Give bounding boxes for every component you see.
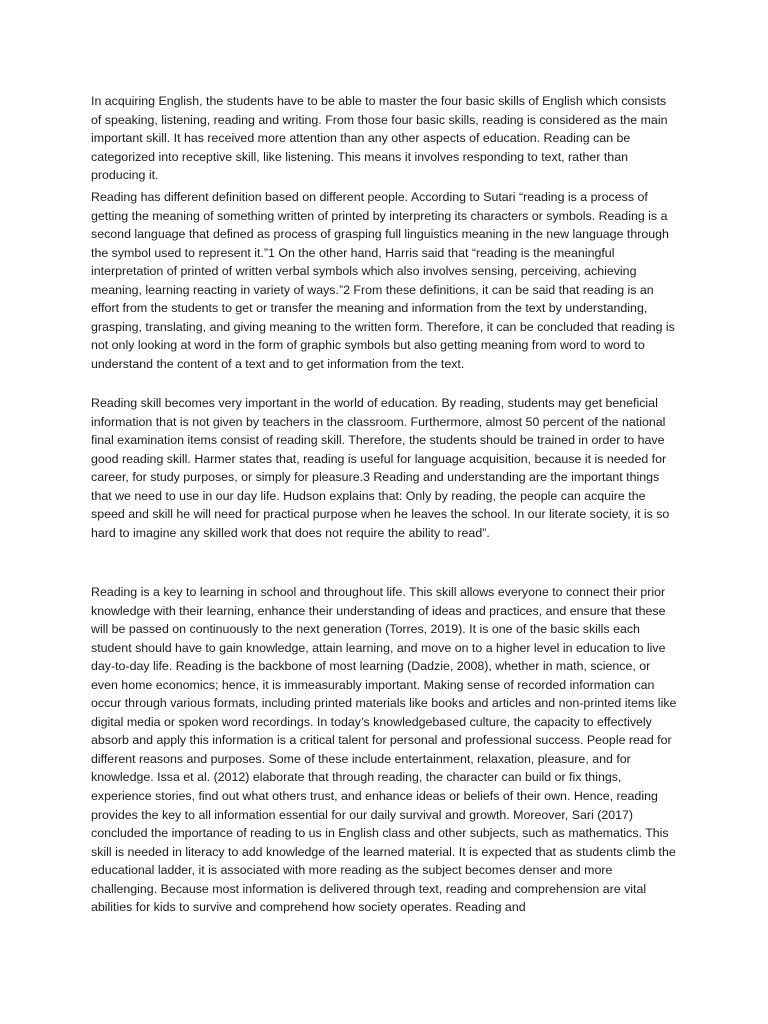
paragraph-reading-key-to-learning: Reading is a key to learning in school and throughout life. This skill allows everyone to connect their prior knowledge with their learning, enhance their understanding of ideas and practices, and ensure that these will be passed on continuously to the next generation (Torres, 2019). It is one of the basic skills each student should have to gain knowledge, attain learning, and move on to a higher level in education to live day-to-day life. Reading is the backbone of most learning (Dadzie, 2008), whether in math, science, or even home economics; hence, it is immeasurably important. Making sense of recorded information can occur through various formats, including printed materials like books and articles and non-printed items like digital media or spoken word recordings. In today’s knowledgebased culture, the capacity to effectively absorb and apply this information is a critical talent for personal and professional success. People read for different reasons and purposes. Some of these include entertainment, relaxation, pleasure, and for knowledge. Issa et al. (2012) elaborate that through reading, the character can build or fix things, experience stories, find out what others trust, and enhance ideas or beliefs of their own. Hence, reading provides the key to all information essential for our daily survival and growth. Moreover, Sari (2017) concluded the importance of reading to us in English class and other subjects, such as mathematics. This skill is needed in literacy to add knowledge of the learned material. It is expected that as students climb the educational ladder, it is associated with more reading as the subject becomes denser and more challenging. Because most information is delivered through text, reading and comprehension are vital abilities for kids to survive and comprehend how society operates. Reading and — [91, 585, 677, 915]
paragraph-reading-in-education: Reading skill becomes very important in the world of education. By reading, students may get beneficial information that is not given by teachers in the classroom. Furthermore, almost 50 percent of the national final examination items consist of reading skill. Therefore, the students should be trained in order to have good reading skill. Harmer states that, reading is useful for language acquisition, because it is needed for career, for study purposes, or simply for pleasure.3 Reading and understanding are the important things that we need to use in our day life. Hudson explains that: Only by reading, the people can acquire the speed and skill he will need for practical purpose when he leaves the school. In our literate society, it is so hard to imagine any skilled work that does not require the ability to read”. — [91, 396, 670, 540]
paragraph-reading-definitions: Reading has different definition based on different people. According to Sutari “reading is a process of getting the meaning of something written of printed by interpreting its characters or symbols. Reading is a second language that defined as process of grasping full linguistics meaning in the new language through the symbol used to represent it.”1 On the other hand, Harris said that “reading is the meaningful interpretation of printed of written verbal symbols which also involves sensing, perceiving, achieving meaning, learning reacting in variety of ways.”2 From these definitions, it can be said that reading is an effort from the students to get or transfer the meaning and information from the text by understanding, grasping, translating, and giving meaning to the written form. Therefore, it can be concluded that reading is not only looking at word in the form of graphic symbols but also getting meaning from word to word to understand the content of a text and to get information from the text. — [91, 190, 675, 371]
paragraph-reading-skills-intro: In acquiring English, the students have to be able to master the four basic skills of English which consists of speaking, listening, reading and writing. From those four basic skills, reading is considered as the main important skill. It has received more attention than any other aspects of education. Reading can be categorized into receptive skill, like listening. This means it involves responding to text, rather than producing it. — [91, 94, 668, 183]
